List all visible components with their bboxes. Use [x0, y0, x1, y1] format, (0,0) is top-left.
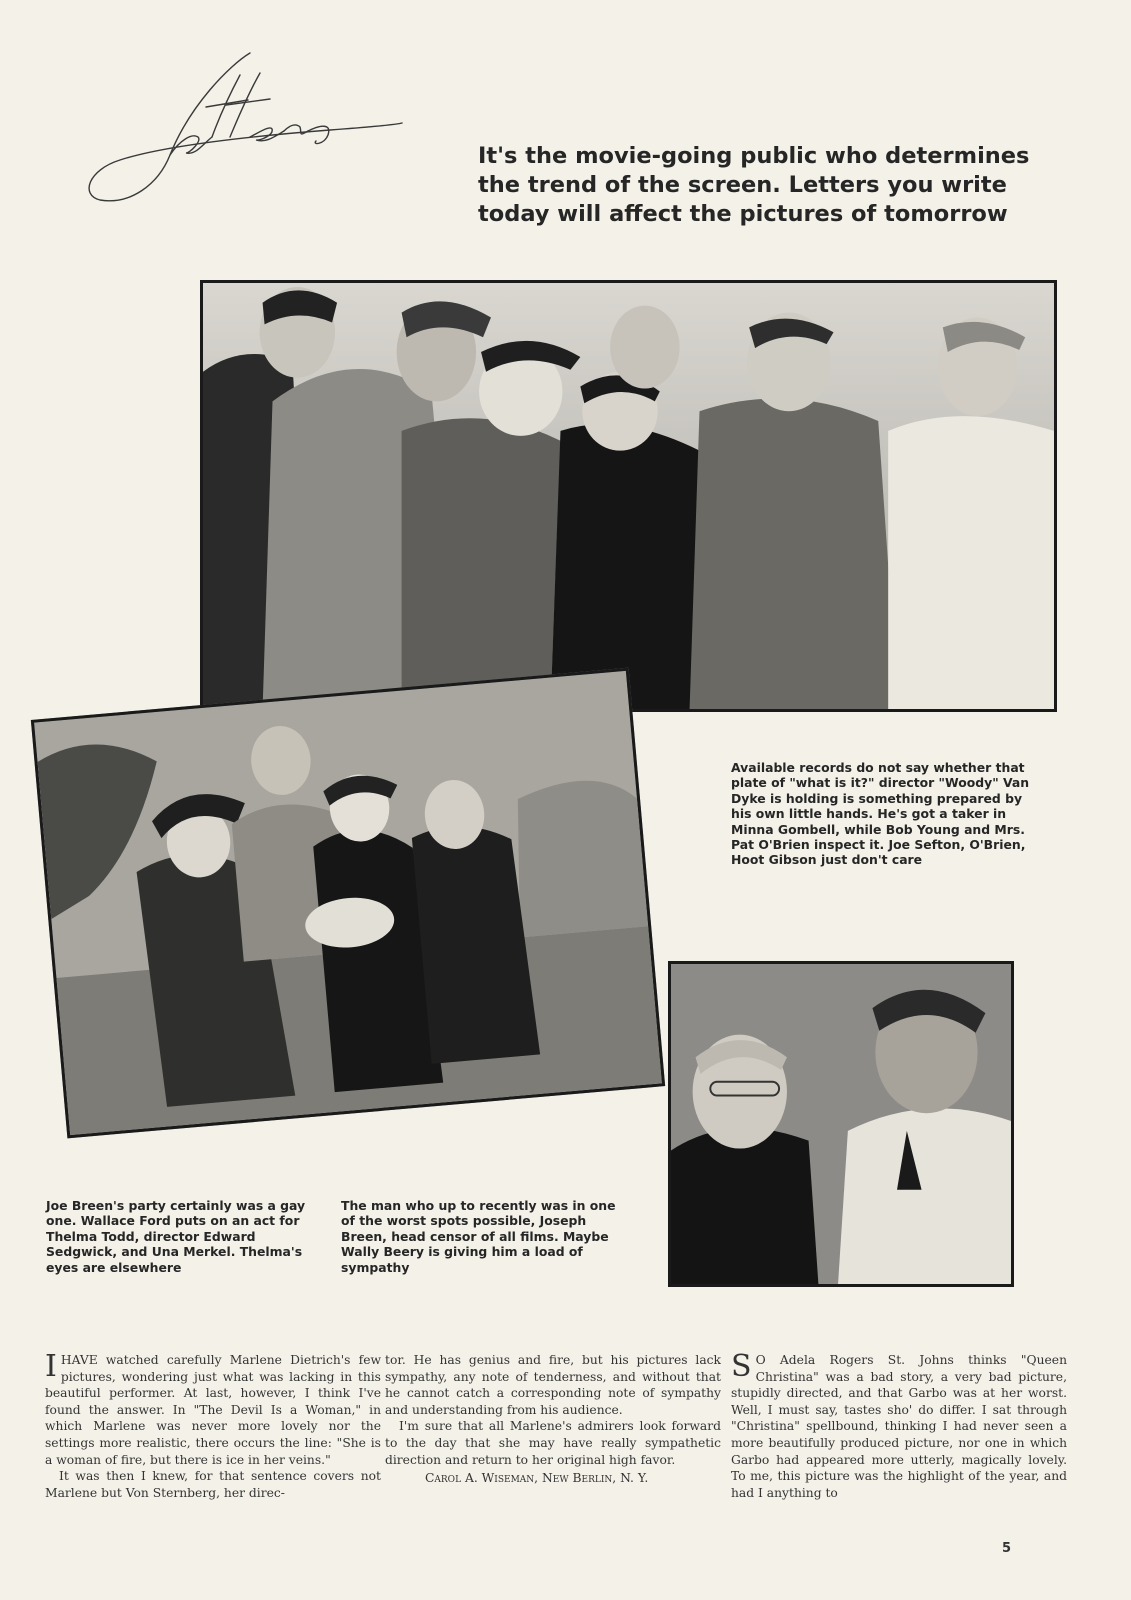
caption-top-photo: Available records do not say whether that plate of "what is it?" director "Woody" Van Dyke is holding is something prepared by his own little hands. He's got a taker in Minna Gombell, while Bob Young and Mrs. Pat O'Brien inspect it. Joe Sefton, O'Brien, Hoot Gibson just don't care [731, 760, 1030, 868]
letters-script-title [80, 45, 410, 215]
letter-paragraph: tor. He has genius and fire, but his pictures lack sympathy, any note of tenderness, and without that he cannot catch a corresponding note of sympathy and understanding from his audience. [385, 1353, 721, 1417]
page-headline: It's the movie-going public who determines the trend of the screen. Letters you write today will affect the pictures of tomorrow [478, 143, 1030, 227]
letter-column-1 [45, 1349, 381, 1501]
letter-paragraph: I'm sure that all Marlene's admirers look forward to the day that she may have really sympathetic direction and return to her original high favor. [385, 1419, 721, 1467]
drop-cap: I [45, 1349, 57, 1384]
letter-paragraph: S O Adela Rogers St. Johns thinks "Queen Christina" was a bad story, a very bad picture, stupidly directed, and that Garbo was at her worst. Well, I must say, tastes sho' do differ. I sat through "Christina" spellbound, thinking I had never seen a more beautifully produced picture, nor one in which Garbo had appeared more utterly, magically lovely. To me, this picture was the highlight of the year, and had I anything to [731, 1349, 1067, 1500]
page-number: 5 [1002, 1541, 1012, 1556]
breen-party-photo [31, 668, 665, 1139]
letter-signature: Carol A. Wiseman, New Berlin, N. Y. [425, 1471, 649, 1486]
caption-left-photo: Joe Breen's party certainly was a gay one. Wallace Ford puts on an act for Thelma Todd, director Edward Sedgwick, and Una Merkel. Thelma's eyes are elsewhere [46, 1198, 306, 1275]
letter-paragraph: It was then I knew, for that sentence covers not Marlene but Von Sternberg, her direc- [45, 1469, 381, 1500]
caption-right-photo: The man who up to recently was in one of the worst spots possible, Joseph Breen, head censor of all films. Maybe Wally Beery is giving him a load of sympathy [341, 1198, 616, 1275]
breen-beery-photo [668, 961, 1014, 1287]
drop-cap: S [731, 1349, 752, 1384]
group-party-photo [200, 280, 1057, 712]
letter-column-2 [385, 1352, 721, 1487]
letter-column-3 [731, 1349, 1067, 1501]
letter-paragraph: IHAVE watched carefully Marlene Dietrich's few pictures, wondering just what was lacking in this beautiful performer. At last, however, I think I've found the answer. In "The Devil Is a Woman," in which Marlene was never more lovely nor the settings more realistic, there occurs the line: "She is a woman of fire, but there is ice in her veins." [45, 1349, 381, 1467]
